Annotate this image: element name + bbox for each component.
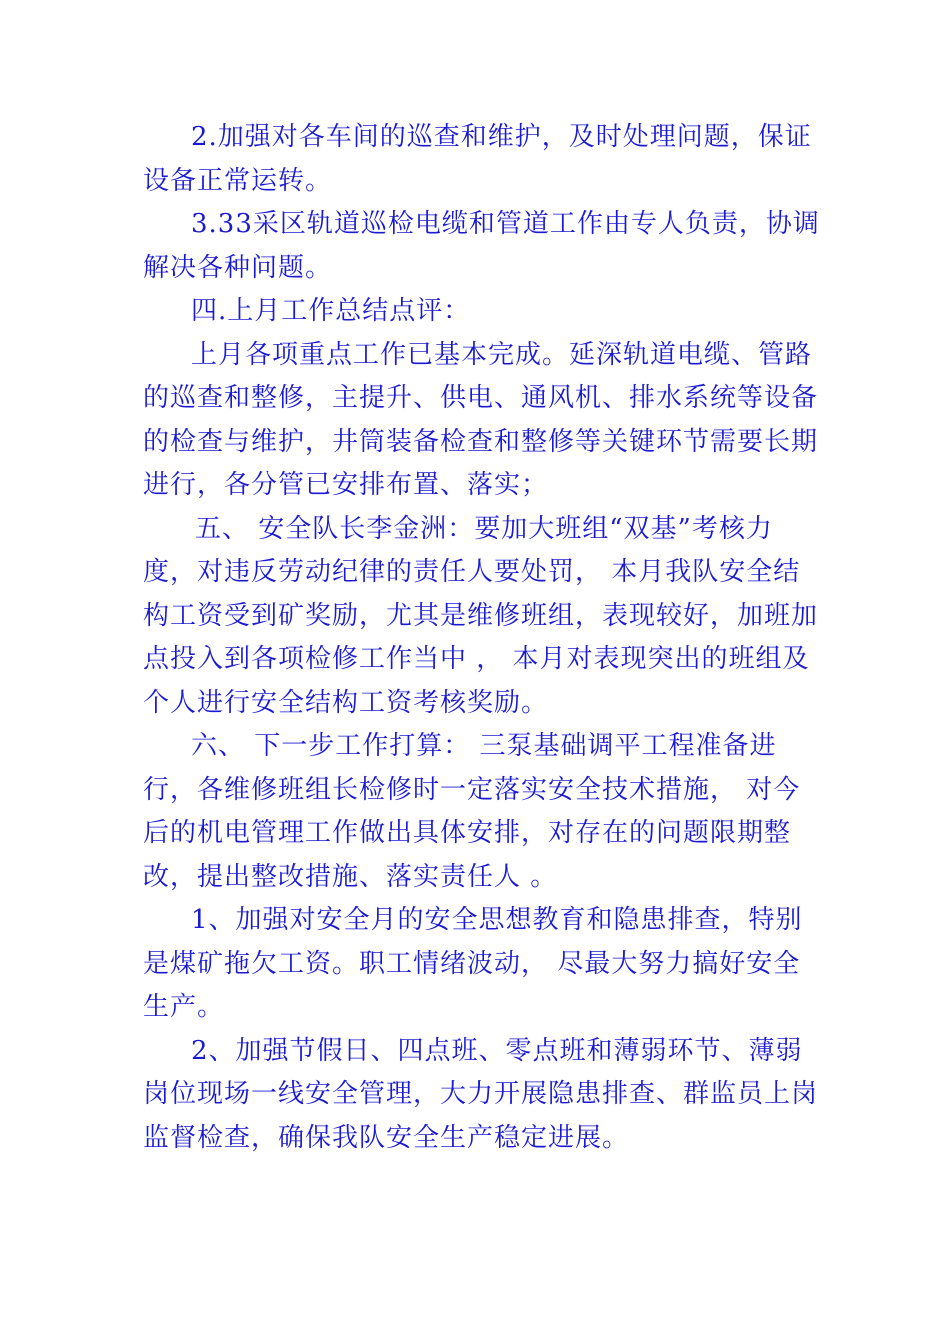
paragraph-equipment-maintenance: 2.加强对各车间的巡查和维护，及时处理问题，保证设备正常运转。 — [143, 122, 812, 196]
paragraph-track-inspection: 3.33采区轨道巡检电缆和管道工作由专人负责，协调解决各种问题。 — [143, 209, 820, 283]
document-body — [143, 116, 823, 1160]
section-heading-last-month-review: 四.上月工作总结点评： — [191, 296, 471, 326]
paragraph-last-month-summary: 上月各项重点工作已基本完成。延深轨道电缆、管路的巡查和整修，主提升、供电、通风机、排水系统等设备的检查与维护，井筒装备检查和整修等关键环节需要长期进行，各分管已安排布置、落实； — [143, 339, 819, 500]
list-item-holiday-shift-management: 2、加强节假日、四点班、零点班和薄弱环节、薄弱岗位现场一线安全管理，大力开展隐患排查、群监员上岗监督检查，确保我队安全生产稳定进展。 — [143, 1035, 819, 1153]
paragraph-next-steps: 六、 下一步工作打算： 三泵基础调平工程准备进行，各维修班组长检修时一定落实安全技术措施， 对今后的机电管理工作做出具体安排，对存在的问题限期整改，提出整改措施、落实责任人 。 — [143, 731, 801, 892]
paragraph-safety-captain: 五、 安全队长李金洲：要加大班组“双基”考核力度，对违反劳动纪律的责任人要处罚， 本月我队安全结构工资受到矿奖励，尤其是维修班组，表现较好，加班加点投入到各项检修工作当中 ， 本月对表现突出的班组及个人进行安全结构工资考核奖励。 — [143, 513, 819, 718]
list-item-safety-education: 1、加强对安全月的安全思想教育和隐患排查，特别是煤矿拖欠工资。职工情绪波动， 尽最大努力搞好安全生产。 — [143, 905, 803, 1022]
